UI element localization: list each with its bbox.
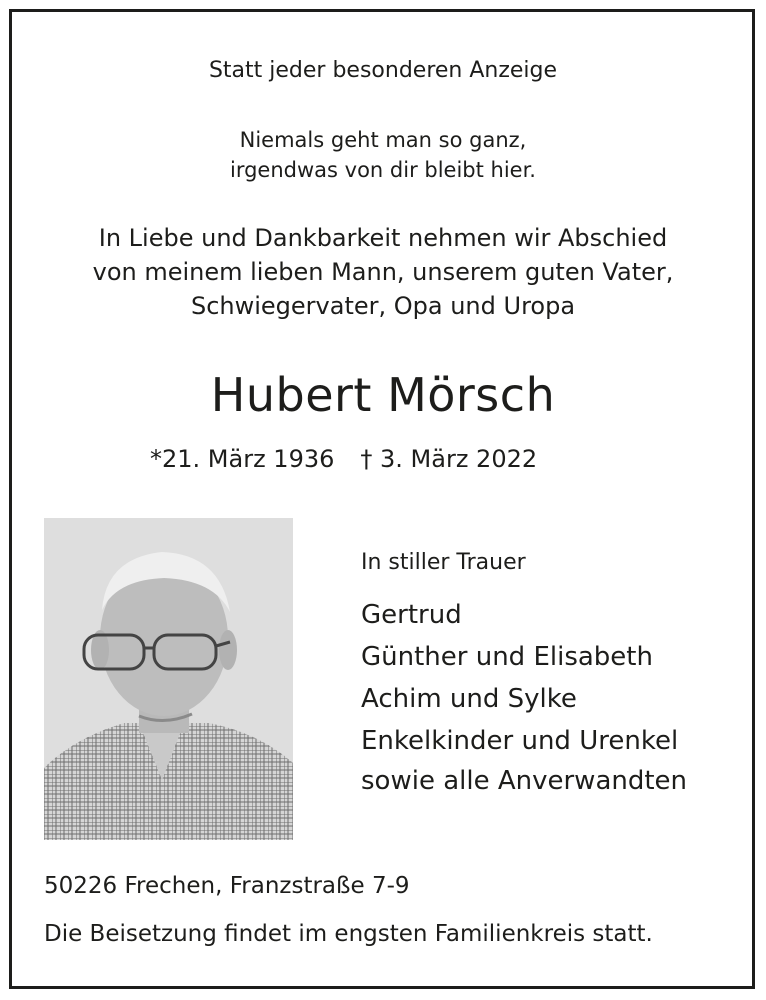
verse-line-2: irgendwas von dir bleibt hier. [230, 158, 536, 182]
death-date: † 3. März 2022 [360, 445, 538, 473]
notice-border [9, 9, 755, 989]
mourning-label: In stiller Trauer [361, 550, 526, 575]
intro-line-3: Schwiegervater, Opa und Uropa [190, 292, 576, 320]
birth-date: *21. März 1936 [150, 445, 335, 473]
portrait-illustration [44, 518, 293, 840]
family-line-2: Günther und Elisabeth [361, 642, 653, 672]
deceased-name: Hubert Mörsch [210, 368, 556, 422]
family-line-5: sowie alle Anverwandten [361, 766, 688, 796]
portrait-photo [44, 518, 293, 840]
funeral-note: Die Beisetzung findet im engsten Familienkreis statt. [44, 921, 653, 947]
family-line-4: Enkelkinder und Urenkel [361, 726, 679, 756]
address: 50226 Frechen, Franzstraße 7-9 [44, 873, 410, 899]
verse-line-1: Niemals geht man so ganz, [239, 128, 527, 152]
notice-header: Statt jeder besonderen Anzeige [208, 58, 558, 83]
intro-line-1: In Liebe und Dankbarkeit nehmen wir Abschied [98, 224, 668, 252]
family-line-3: Achim und Sylke [361, 684, 577, 714]
intro-line-2: von meinem lieben Mann, unserem guten Vater, [92, 258, 674, 286]
life-dates [150, 445, 537, 473]
family-line-1: Gertrud [361, 600, 462, 630]
